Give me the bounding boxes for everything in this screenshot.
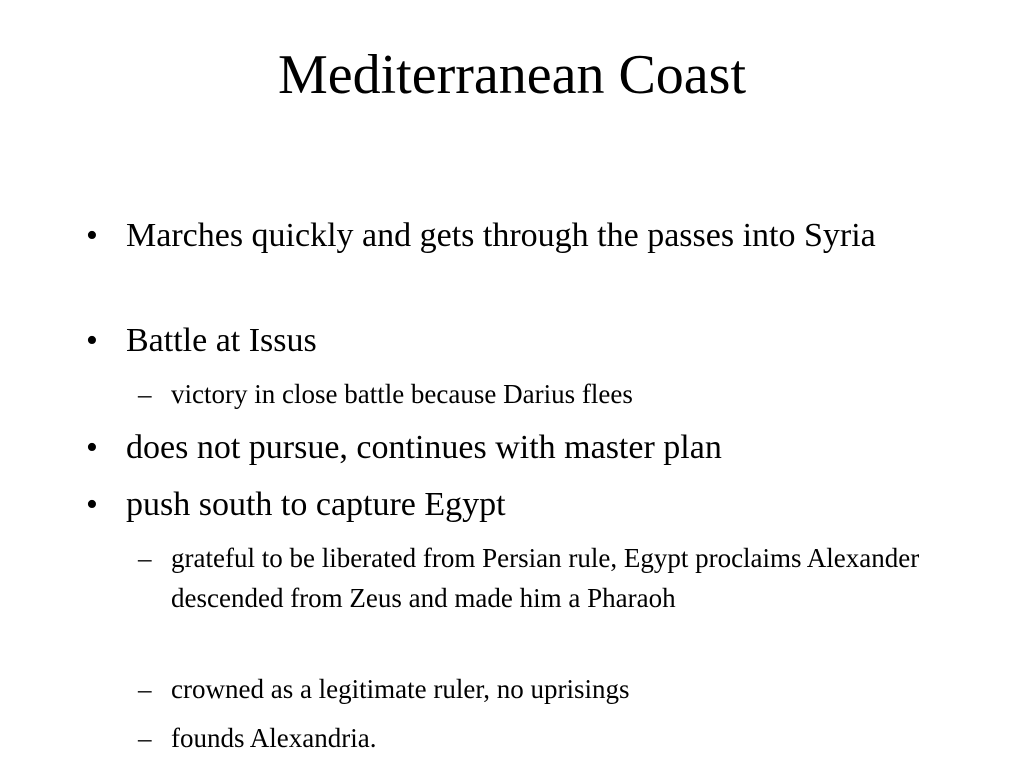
- slide-title: Mediterranean Coast: [277, 44, 747, 106]
- sub-bullet-text: founds Alexandria.: [171, 723, 377, 753]
- sub-bullet-item: [138, 718, 931, 758]
- sub-bullet-item: [138, 669, 931, 709]
- bullet-dot-icon: •: [86, 429, 98, 466]
- sub-bullet-item: [138, 374, 931, 414]
- bullet-text: does not pursue, continues with master plan: [126, 429, 722, 466]
- bullet-dot-icon: •: [86, 217, 98, 254]
- bullet-text: Battle at Issus: [126, 322, 317, 359]
- bullet-item: [86, 425, 926, 471]
- sub-bullet-text: grateful to be liberated from Persian rule, Egypt proclaims Alexander descended from Zeus and made him a Pharaoh: [171, 543, 920, 613]
- dash-icon: –: [138, 543, 152, 573]
- sub-bullet-text: crowned as a legitimate ruler, no uprisings: [171, 674, 630, 704]
- bullet-dot-icon: •: [86, 486, 98, 523]
- bullet-text: push south to capture Egypt: [126, 486, 506, 523]
- dash-icon: –: [138, 674, 152, 704]
- sub-bullet-text: victory in close battle because Darius flees: [171, 379, 633, 409]
- bullet-item: [86, 213, 926, 259]
- bullet-dot-icon: •: [86, 322, 98, 359]
- sub-bullet-item: [138, 538, 931, 618]
- dash-icon: –: [138, 379, 152, 409]
- bullet-text: Marches quickly and gets through the passes into Syria: [126, 217, 876, 254]
- dash-icon: –: [138, 723, 152, 753]
- bullet-item: [86, 482, 926, 528]
- bullet-item: [86, 318, 926, 364]
